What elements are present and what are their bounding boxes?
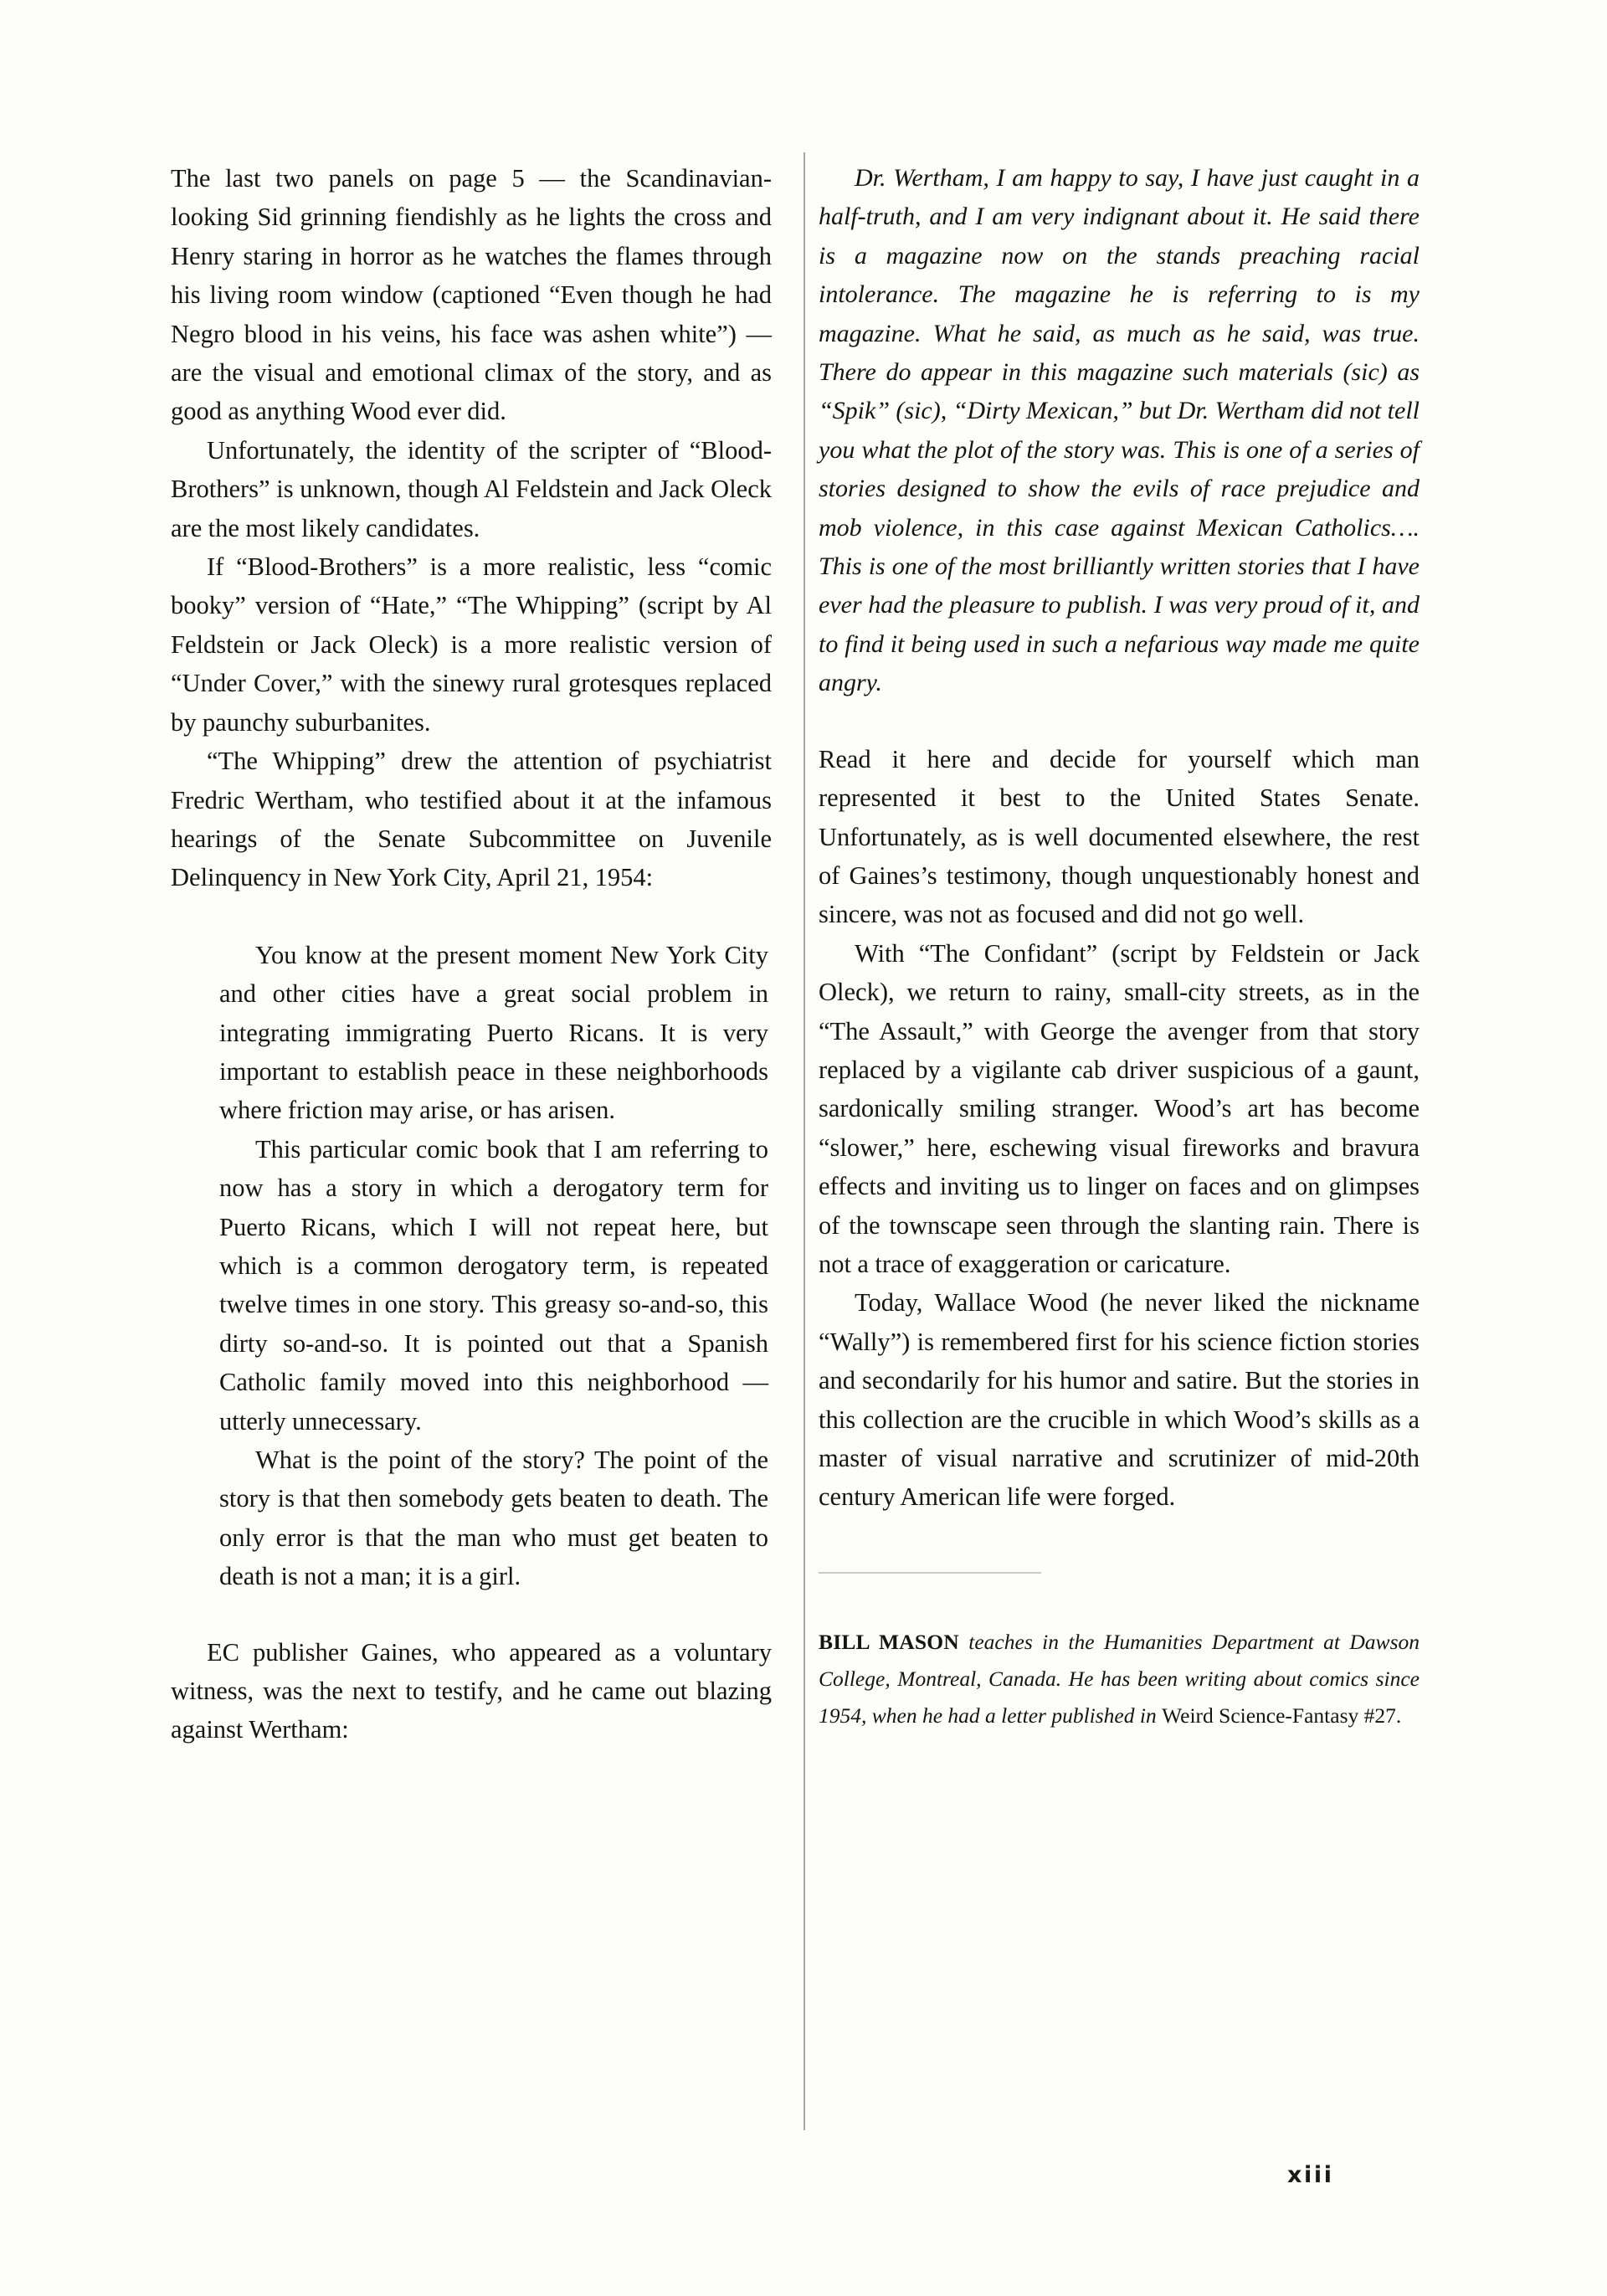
testimony-blockquote [171, 936, 772, 1596]
author-bio [819, 1624, 1420, 1734]
right-text-column [819, 159, 1420, 1734]
left-text-column [171, 159, 772, 1749]
paragraph: The last two panels on page 5 — the Scandinavian-looking Sid grinning fiendishly as he lights the cross and Henry staring in horror as he watches the flames through his living room window (captioned “Even though he had Negro blood in his veins, his face was ashen white”) — are the visual and emotional climax of the story, and as good as anything Wood ever did. [171, 164, 772, 426]
gaines-testimony-extract [819, 159, 1420, 703]
blockquote-paragraph: You know at the present moment New York City and other cities have a great social problem in integrating immigrating Puerto Ricans. It is very important to establish peace in these neighborhoods where friction may arise, or has arisen. [219, 940, 768, 1125]
spacer [819, 703, 1420, 740]
bio-separator-rule [819, 1572, 1041, 1574]
author-bio-block [819, 1572, 1420, 1734]
paragraph: Read it here and decide for yourself which man represented it best to the United States Senate. Unfortunately, as is well documented elsewhere, the rest of Gaines’s testimony, though unquestionably honest and sincere, was not as focused and did not go well. [819, 744, 1420, 929]
paragraph: Today, Wallace Wood (he never liked the nickname “Wally”) is remembered first for his science fiction stories and secondarily for his humor and satire. But the stories in this collection are the crucible in which Wood’s skills as a master of visual narrative and scrutinizer of mid-20th century American life were forged. [819, 1288, 1420, 1512]
blockquote-paragraph: What is the point of the story? The point of the story is that then somebody gets beaten to death. The only error is that the man who must get beaten to death is not a man; it is a girl. [219, 1446, 768, 1591]
paragraph: “The Whipping” drew the attention of psychiatrist Fredric Wertham, who testified about it at the infamous hearings of the Senate Subcommittee on Juvenile Delinquency in New York City, April 21, 1954: [171, 747, 772, 892]
paragraph: With “The Confidant” (script by Feldstein or Jack Oleck), we return to rainy, small-city streets, as in the “The Assault,” with George the avenger from that story replaced by a vigilante cab driver suspicious of a gaunt, sardonically smiling stranger. Wood’s art has become “slower,” here, eschewing visual fireworks and bravura effects and inviting us to linger on faces and on glimpses of the townscape seen through the slanting rain. There is not a trace of exaggeration or caricature. [819, 938, 1420, 1278]
author-bio-text: teaches in the Humanities Department at Dawson College, Montreal, Canada. He has been writing about comics since 1954, when he had a letter published in [819, 1629, 1420, 1728]
extract-paragraph: Dr. Wertham, I am happy to say, I have just caught in a half-truth, and I am very indignant about it. He said there is a magazine now on the stands preaching racial intolerance. The magazine he is referring to is my magazine. What he said, as much as he said, was true. There do appear in this magazine such materials (sic) as “Spik” (sic), “Dirty Mexican,” but Dr. Wertham did not tell you what the plot of the story was. This is one of a series of stories designed to show the evils of race prejudice and mob violence, in this case against Mexican Catholics…. This is one of the most brilliantly written stories that I have ever had the pleasure to publish. I was very proud of it, and to find it being used in such a nefarious way made me quite angry. [819, 164, 1420, 697]
publication-title: Weird Science-Fantasy #27. [1162, 1703, 1402, 1728]
page-number: xiii [1287, 2162, 1334, 2188]
spacer [171, 1596, 772, 1633]
paragraph: Unfortunately, the identity of the scripter of “Blood-Brothers” is unknown, though Al Feldstein and Jack Oleck are the most likely candidates. [171, 435, 772, 542]
two-column-text-body [171, 159, 1420, 2134]
blockquote-paragraph: This particular comic book that I am referring to now has a story in which a derogatory term for Puerto Ricans, which I will not repeat here, but which is a common derogatory term, is repeated twelve times in one story. This greasy so-and-so, this dirty so-and-so. It is pointed out that a Spanish Catholic family moved into this neighborhood — utterly unnecessary. [219, 1134, 768, 1436]
author-name: BILL MASON [819, 1629, 959, 1654]
paragraph: If “Blood-Brothers” is a more realistic, less “comic booky” version of “Hate,” “The Whipping” (script by Al Feldstein or Jack Oleck) is a more realistic version of “Under Cover,” with the sinewy rural grotesques replaced by paunchy suburbanites. [171, 552, 772, 737]
paragraph: EC publisher Gaines, who appeared as a voluntary witness, was the next to testify, and he came out blazing against Wertham: [171, 1637, 772, 1744]
